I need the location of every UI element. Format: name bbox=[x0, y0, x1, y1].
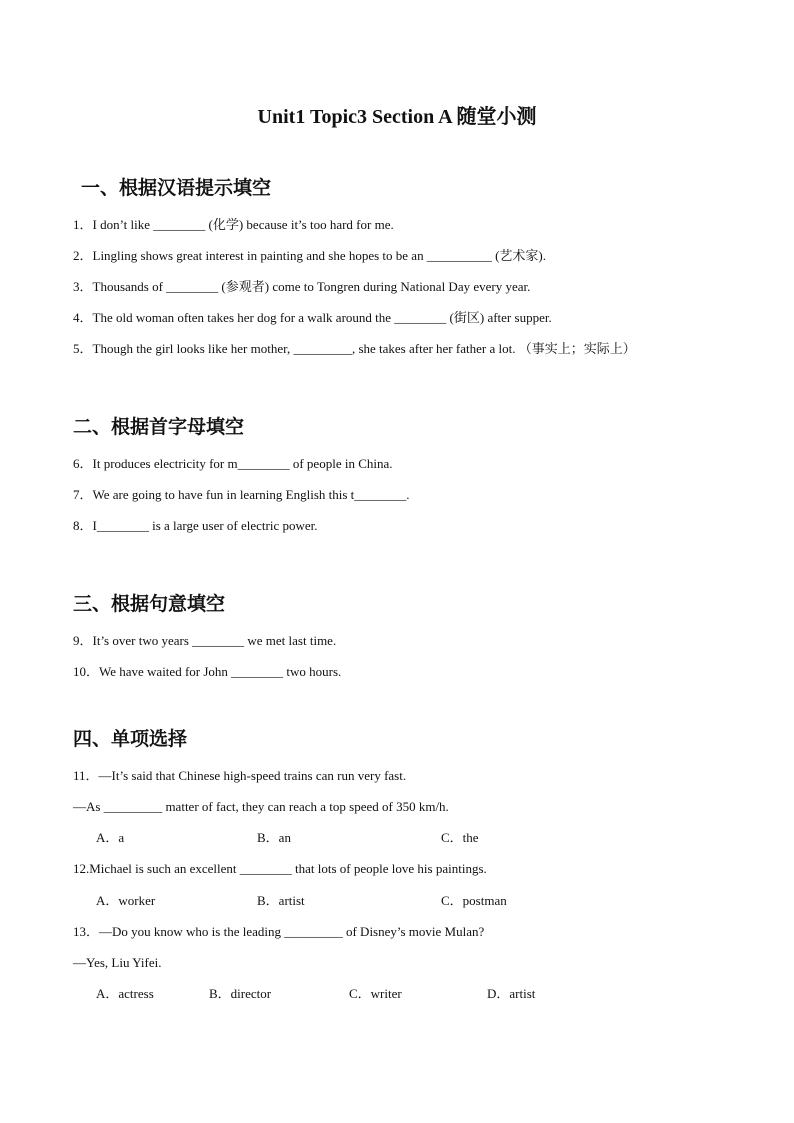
question-1: 1．I don’t like ________ (化学) because it’s too hard for me. bbox=[73, 217, 394, 232]
question-5: 5．Though the girl looks like her mother, _________, she takes after her father a lot. （事实上；实际上） bbox=[73, 341, 636, 356]
section-4-heading: 四、单项选择 bbox=[73, 728, 188, 750]
section-2-heading: 二、根据首字母填空 bbox=[73, 416, 245, 438]
page-title: Unit1 Topic3 Section A 随堂小测 bbox=[257, 106, 537, 128]
question-13-line-2: —Yes, Liu Yifei. bbox=[73, 955, 162, 970]
question-6: 6．It produces electricity for m________ of people in China. bbox=[73, 456, 393, 471]
question-10: 10．We have waited for John ________ two hours. bbox=[73, 664, 342, 679]
question-12-option-a: A．worker bbox=[96, 893, 156, 908]
section-3-heading: 三、根据句意填空 bbox=[73, 593, 226, 615]
question-12-option-b: B．artist bbox=[257, 893, 305, 908]
question-13-option-c: C．writer bbox=[349, 986, 402, 1001]
question-13-option-d: D．artist bbox=[487, 986, 536, 1001]
question-12-line-1: 12.Michael is such an excellent ________ that lots of people love his paintings. bbox=[73, 861, 487, 876]
question-11-line-2: —As _________ matter of fact, they can reach a top speed of 350 km/h. bbox=[73, 799, 449, 814]
question-11-option-b: B．an bbox=[257, 830, 291, 845]
question-13-option-a: A．actress bbox=[96, 986, 154, 1001]
question-8: 8．I________ is a large user of electric power. bbox=[73, 518, 318, 533]
question-4: 4．The old woman often takes her dog for a walk around the ________ (街区) after supper. bbox=[73, 310, 552, 325]
question-13-line-1: 13．—Do you know who is the leading _________ of Disney’s movie Mulan? bbox=[73, 924, 485, 939]
question-7: 7．We are going to have fun in learning English this t________. bbox=[73, 487, 410, 502]
section-1-heading: 一、根据汉语提示填空 bbox=[81, 177, 272, 199]
question-12-option-c: C．postman bbox=[441, 893, 507, 908]
question-2: 2．Lingling shows great interest in painting and she hopes to be an __________ (艺术家). bbox=[73, 248, 546, 263]
question-11-option-a: A．a bbox=[96, 830, 125, 845]
question-3: 3．Thousands of ________ (参观者) come to Tongren during National Day every year. bbox=[73, 279, 531, 294]
question-11-line-1: 11．—It’s said that Chinese high-speed trains can run very fast. bbox=[73, 768, 407, 783]
question-13-option-b: B．director bbox=[209, 986, 272, 1001]
question-11-option-c: C．the bbox=[441, 830, 479, 845]
question-9: 9．It’s over two years ________ we met last time. bbox=[73, 633, 337, 648]
